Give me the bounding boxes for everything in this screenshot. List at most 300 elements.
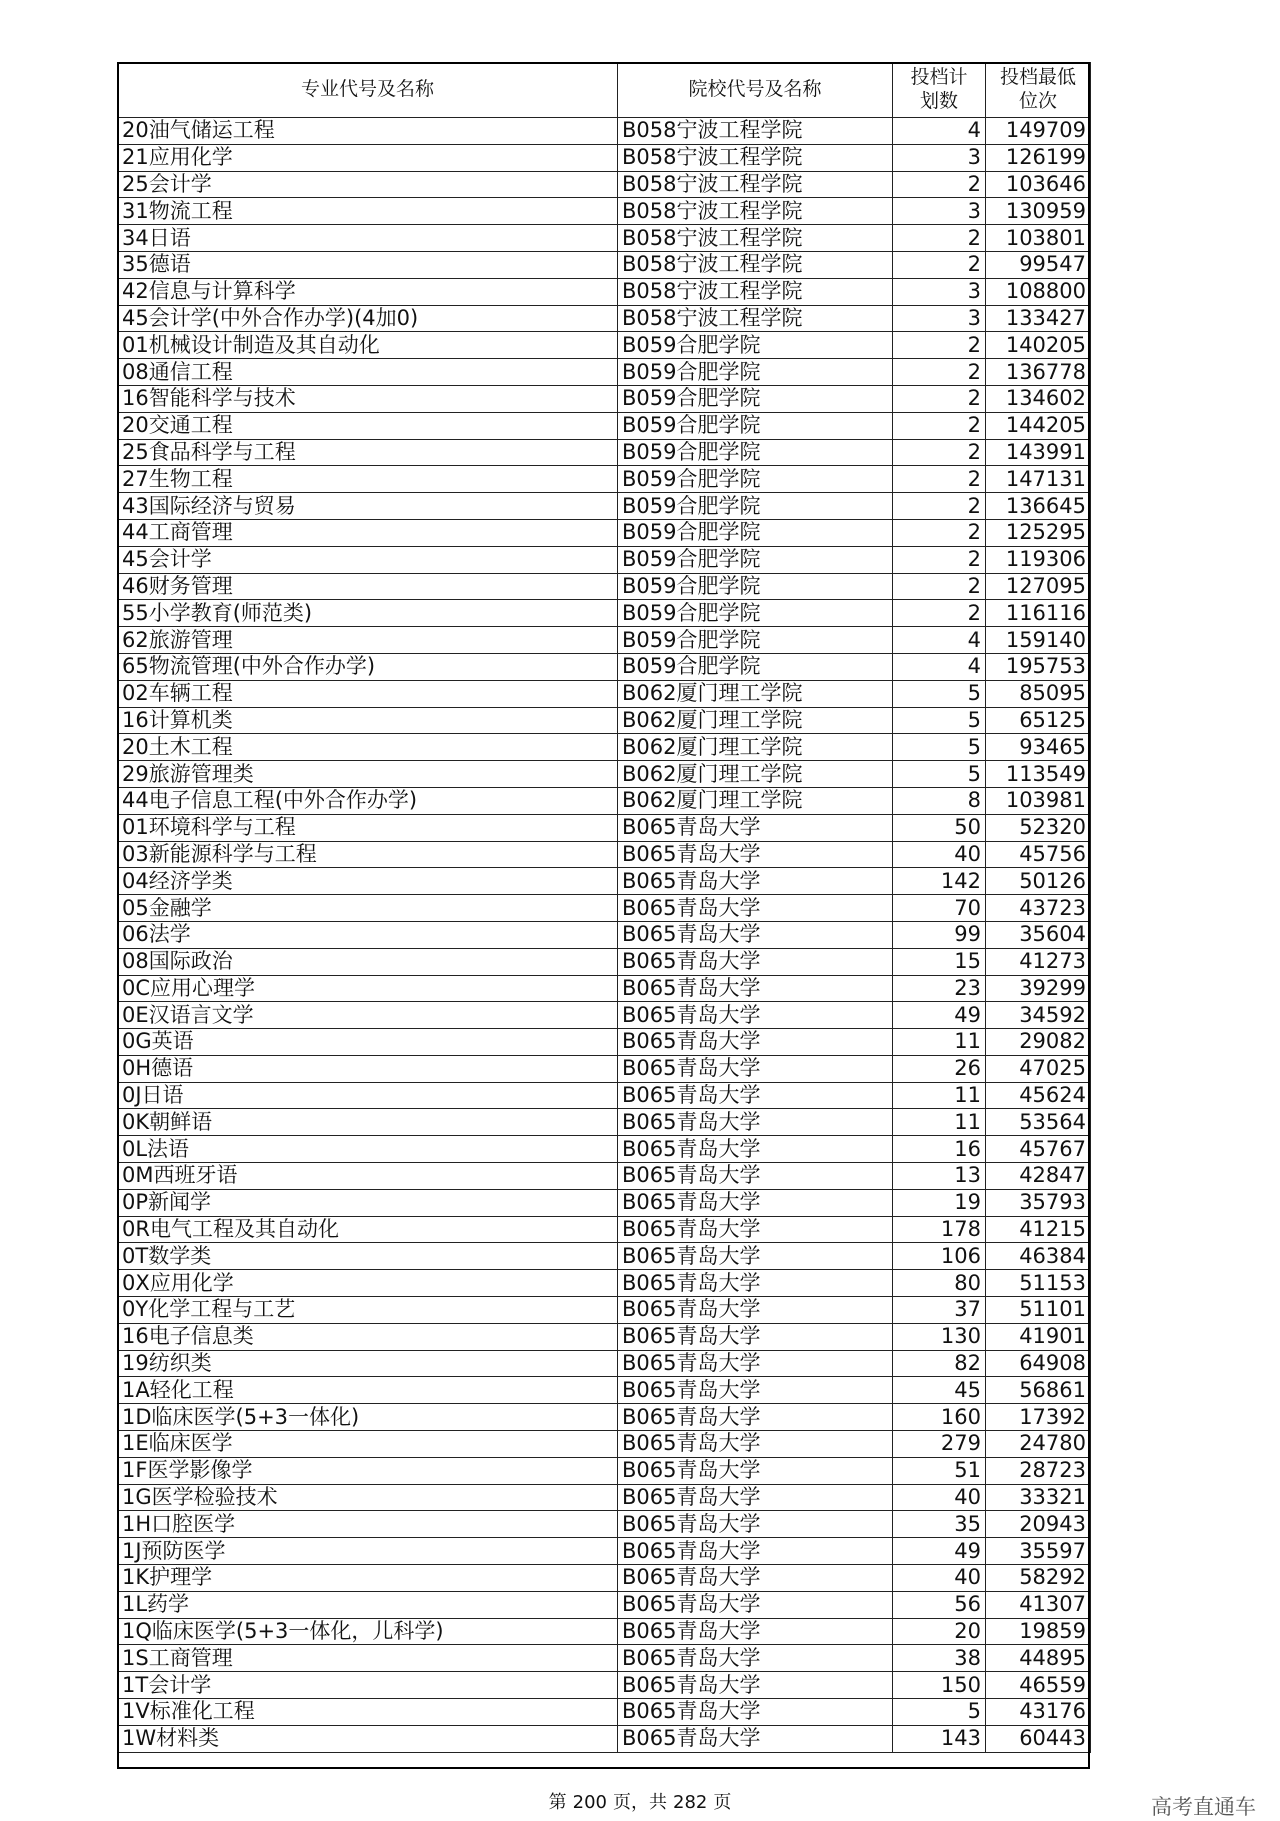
header-row <box>118 63 1091 118</box>
cell-plan-count: 2 <box>893 519 986 546</box>
cell-school: B065青岛大学 <box>618 948 893 975</box>
cell-plan-count: 2 <box>893 466 986 493</box>
cell-plan-count: 2 <box>893 385 986 412</box>
cell-min-rank: 19859 <box>986 1618 1091 1645</box>
cell-plan-count: 80 <box>893 1270 986 1297</box>
table-row <box>118 1591 1091 1618</box>
cell-school: B058宁波工程学院 <box>618 305 893 332</box>
cell-major: 16计算机类 <box>118 707 618 734</box>
cell-school: B065青岛大学 <box>618 1377 893 1404</box>
cell-major: 25会计学 <box>118 171 618 198</box>
cell-major: 1G医学检验技术 <box>118 1484 618 1511</box>
table-row <box>118 1565 1091 1592</box>
cell-major: 29旅游管理类 <box>118 761 618 788</box>
table-row <box>118 546 1091 573</box>
table-row <box>118 895 1091 922</box>
cell-school: B058宁波工程学院 <box>618 198 893 225</box>
cell-school: B059合肥学院 <box>618 493 893 520</box>
cell-plan-count: 82 <box>893 1350 986 1377</box>
table-row <box>118 841 1091 868</box>
cell-major: 42信息与计算科学 <box>118 278 618 305</box>
footer-page-number: 200 <box>572 1792 607 1813</box>
cell-min-rank: 53564 <box>986 1109 1091 1136</box>
admission-table <box>117 62 1091 1753</box>
cell-plan-count: 51 <box>893 1457 986 1484</box>
watermark-text: 高考直通车 <box>1151 1795 1256 1819</box>
table-row <box>118 118 1091 145</box>
cell-school: B059合肥学院 <box>618 385 893 412</box>
cell-min-rank: 147131 <box>986 466 1091 493</box>
cell-min-rank: 113549 <box>986 761 1091 788</box>
cell-min-rank: 50126 <box>986 868 1091 895</box>
cell-min-rank: 64908 <box>986 1350 1091 1377</box>
cell-min-rank: 99547 <box>986 251 1091 278</box>
cell-min-rank: 119306 <box>986 546 1091 573</box>
cell-plan-count: 11 <box>893 1029 986 1056</box>
cell-school: B058宁波工程学院 <box>618 171 893 198</box>
cell-plan-count: 40 <box>893 1565 986 1592</box>
cell-major: 0H德语 <box>118 1055 618 1082</box>
cell-school: B065青岛大学 <box>618 1645 893 1672</box>
cell-min-rank: 116116 <box>986 600 1091 627</box>
table-row <box>118 1350 1091 1377</box>
table-row <box>118 1323 1091 1350</box>
cell-min-rank: 41215 <box>986 1216 1091 1243</box>
table-row <box>118 707 1091 734</box>
table-row <box>118 1029 1091 1056</box>
cell-plan-count: 3 <box>893 278 986 305</box>
table-row <box>118 1082 1091 1109</box>
cell-min-rank: 127095 <box>986 573 1091 600</box>
cell-school: B065青岛大学 <box>618 1699 893 1726</box>
cell-school: B059合肥学院 <box>618 359 893 386</box>
cell-major: 0R电气工程及其自动化 <box>118 1216 618 1243</box>
cell-major: 1F医学影像学 <box>118 1457 618 1484</box>
cell-plan-count: 5 <box>893 761 986 788</box>
table-row <box>118 305 1091 332</box>
cell-school: B065青岛大学 <box>618 1055 893 1082</box>
cell-school: B062厦门理工学院 <box>618 787 893 814</box>
cell-school: B065青岛大学 <box>618 1591 893 1618</box>
table-row <box>118 332 1091 359</box>
cell-major: 04经济学类 <box>118 868 618 895</box>
cell-major: 31物流工程 <box>118 198 618 225</box>
cell-school: B062厦门理工学院 <box>618 707 893 734</box>
cell-major: 1H口腔医学 <box>118 1511 618 1538</box>
cell-min-rank: 58292 <box>986 1565 1091 1592</box>
table-row <box>118 519 1091 546</box>
table-row <box>118 1189 1091 1216</box>
cell-plan-count: 160 <box>893 1404 986 1431</box>
cell-plan-count: 49 <box>893 1538 986 1565</box>
cell-school: B065青岛大学 <box>618 1002 893 1029</box>
cell-plan-count: 2 <box>893 573 986 600</box>
table-row <box>118 975 1091 1002</box>
header-plan-count: 投档计 划数 <box>893 63 986 118</box>
cell-plan-count: 99 <box>893 921 986 948</box>
table-row <box>118 1136 1091 1163</box>
cell-min-rank: 136645 <box>986 493 1091 520</box>
cell-min-rank: 125295 <box>986 519 1091 546</box>
cell-school: B062厦门理工学院 <box>618 680 893 707</box>
cell-major: 0C应用心理学 <box>118 975 618 1002</box>
cell-major: 1E临床医学 <box>118 1431 618 1458</box>
cell-major: 1A轻化工程 <box>118 1377 618 1404</box>
cell-min-rank: 103801 <box>986 225 1091 252</box>
cell-plan-count: 178 <box>893 1216 986 1243</box>
cell-min-rank: 93465 <box>986 734 1091 761</box>
cell-major: 03新能源科学与工程 <box>118 841 618 868</box>
cell-school: B065青岛大学 <box>618 1484 893 1511</box>
cell-min-rank: 28723 <box>986 1457 1091 1484</box>
cell-major: 08通信工程 <box>118 359 618 386</box>
cell-plan-count: 3 <box>893 198 986 225</box>
cell-school: B065青岛大学 <box>618 975 893 1002</box>
cell-min-rank: 47025 <box>986 1055 1091 1082</box>
cell-plan-count: 2 <box>893 251 986 278</box>
header-major: 专业代号及名称 <box>118 63 618 118</box>
cell-plan-count: 2 <box>893 332 986 359</box>
table-row <box>118 814 1091 841</box>
cell-plan-count: 2 <box>893 225 986 252</box>
table-row <box>118 1270 1091 1297</box>
table-row <box>118 1431 1091 1458</box>
cell-school: B065青岛大学 <box>618 1350 893 1377</box>
cell-plan-count: 5 <box>893 707 986 734</box>
cell-school: B059合肥学院 <box>618 600 893 627</box>
cell-major: 01机械设计制造及其自动化 <box>118 332 618 359</box>
cell-major: 34日语 <box>118 225 618 252</box>
table-row <box>118 573 1091 600</box>
table-row <box>118 1538 1091 1565</box>
cell-min-rank: 56861 <box>986 1377 1091 1404</box>
footer-total-pages: 282 <box>673 1792 708 1813</box>
table-row <box>118 921 1091 948</box>
cell-school: B065青岛大学 <box>618 1163 893 1190</box>
table-row <box>118 171 1091 198</box>
table-row <box>118 680 1091 707</box>
cell-plan-count: 40 <box>893 1484 986 1511</box>
cell-plan-count: 45 <box>893 1377 986 1404</box>
cell-school: B065青岛大学 <box>618 1136 893 1163</box>
cell-school: B058宁波工程学院 <box>618 225 893 252</box>
cell-school: B065青岛大学 <box>618 1618 893 1645</box>
cell-major: 20交通工程 <box>118 412 618 439</box>
cell-school: B065青岛大学 <box>618 1323 893 1350</box>
cell-major: 02车辆工程 <box>118 680 618 707</box>
cell-major: 62旅游管理 <box>118 627 618 654</box>
cell-min-rank: 41307 <box>986 1591 1091 1618</box>
cell-major: 20油气储运工程 <box>118 118 618 145</box>
table-row <box>118 359 1091 386</box>
table-row <box>118 1457 1091 1484</box>
table-row <box>118 1511 1091 1538</box>
table-row <box>118 1618 1091 1645</box>
cell-min-rank: 143991 <box>986 439 1091 466</box>
cell-plan-count: 142 <box>893 868 986 895</box>
table-row <box>118 439 1091 466</box>
table-row <box>118 466 1091 493</box>
cell-major: 1S工商管理 <box>118 1645 618 1672</box>
cell-school: B058宁波工程学院 <box>618 144 893 171</box>
table-row <box>118 144 1091 171</box>
cell-min-rank: 140205 <box>986 332 1091 359</box>
cell-plan-count: 50 <box>893 814 986 841</box>
cell-school: B065青岛大学 <box>618 841 893 868</box>
cell-school: B065青岛大学 <box>618 1216 893 1243</box>
cell-major: 01环境科学与工程 <box>118 814 618 841</box>
cell-school: B059合肥学院 <box>618 653 893 680</box>
cell-major: 0M西班牙语 <box>118 1163 618 1190</box>
cell-min-rank: 35793 <box>986 1189 1091 1216</box>
cell-major: 35德语 <box>118 251 618 278</box>
cell-min-rank: 133427 <box>986 305 1091 332</box>
cell-plan-count: 5 <box>893 680 986 707</box>
cell-school: B065青岛大学 <box>618 1565 893 1592</box>
cell-plan-count: 70 <box>893 895 986 922</box>
cell-major: 44工商管理 <box>118 519 618 546</box>
cell-major: 0T数学类 <box>118 1243 618 1270</box>
table-row <box>118 1404 1091 1431</box>
cell-school: B065青岛大学 <box>618 1297 893 1324</box>
cell-min-rank: 44895 <box>986 1645 1091 1672</box>
table-header <box>118 63 1091 118</box>
cell-plan-count: 2 <box>893 439 986 466</box>
cell-min-rank: 144205 <box>986 412 1091 439</box>
cell-plan-count: 13 <box>893 1163 986 1190</box>
cell-major: 1L药学 <box>118 1591 618 1618</box>
cell-min-rank: 108800 <box>986 278 1091 305</box>
cell-school: B065青岛大学 <box>618 1404 893 1431</box>
cell-school: B065青岛大学 <box>618 1511 893 1538</box>
cell-major: 0L法语 <box>118 1136 618 1163</box>
cell-school: B059合肥学院 <box>618 573 893 600</box>
cell-plan-count: 15 <box>893 948 986 975</box>
cell-major: 43国际经济与贸易 <box>118 493 618 520</box>
cell-min-rank: 149709 <box>986 118 1091 145</box>
cell-major: 25食品科学与工程 <box>118 439 618 466</box>
cell-major: 45会计学 <box>118 546 618 573</box>
table-row <box>118 1377 1091 1404</box>
cell-plan-count: 279 <box>893 1431 986 1458</box>
table-row <box>118 278 1091 305</box>
header-school: 院校代号及名称 <box>618 63 893 118</box>
cell-min-rank: 45756 <box>986 841 1091 868</box>
cell-major: 0E汉语言文学 <box>118 1002 618 1029</box>
footer-middle: 页，共 <box>613 1792 667 1813</box>
cell-min-rank: 24780 <box>986 1431 1091 1458</box>
cell-major: 55小学教育(师范类) <box>118 600 618 627</box>
cell-school: B059合肥学院 <box>618 439 893 466</box>
cell-min-rank: 35604 <box>986 921 1091 948</box>
cell-min-rank: 33321 <box>986 1484 1091 1511</box>
table-row <box>118 761 1091 788</box>
cell-plan-count: 5 <box>893 1699 986 1726</box>
cell-major: 21应用化学 <box>118 144 618 171</box>
cell-plan-count: 49 <box>893 1002 986 1029</box>
cell-major: 08国际政治 <box>118 948 618 975</box>
cell-school: B065青岛大学 <box>618 895 893 922</box>
cell-school: B065青岛大学 <box>618 1270 893 1297</box>
cell-major: 65物流管理(中外合作办学) <box>118 653 618 680</box>
table-row <box>118 948 1091 975</box>
cell-school: B065青岛大学 <box>618 1189 893 1216</box>
cell-plan-count: 40 <box>893 841 986 868</box>
cell-major: 06法学 <box>118 921 618 948</box>
cell-major: 1W材料类 <box>118 1725 618 1752</box>
table-row <box>118 251 1091 278</box>
cell-major: 1K护理学 <box>118 1565 618 1592</box>
cell-min-rank: 134602 <box>986 385 1091 412</box>
cell-min-rank: 130959 <box>986 198 1091 225</box>
table-row <box>118 1645 1091 1672</box>
cell-major: 1J预防医学 <box>118 1538 618 1565</box>
cell-min-rank: 60443 <box>986 1725 1091 1752</box>
cell-plan-count: 2 <box>893 600 986 627</box>
cell-major: 44电子信息工程(中外合作办学) <box>118 787 618 814</box>
table-row <box>118 627 1091 654</box>
cell-major: 20土木工程 <box>118 734 618 761</box>
table-row <box>118 1002 1091 1029</box>
table-row <box>118 1672 1091 1699</box>
cell-major: 1V标准化工程 <box>118 1699 618 1726</box>
table-row <box>118 198 1091 225</box>
cell-plan-count: 106 <box>893 1243 986 1270</box>
table-row <box>118 1216 1091 1243</box>
footer-prefix: 第 <box>548 1792 567 1813</box>
cell-min-rank: 20943 <box>986 1511 1091 1538</box>
cell-major: 45会计学(中外合作办学)(4加0) <box>118 305 618 332</box>
cell-min-rank: 45767 <box>986 1136 1091 1163</box>
cell-major: 1T会计学 <box>118 1672 618 1699</box>
cell-major: 05金融学 <box>118 895 618 922</box>
cell-major: 16电子信息类 <box>118 1323 618 1350</box>
cell-school: B065青岛大学 <box>618 1538 893 1565</box>
cell-plan-count: 20 <box>893 1618 986 1645</box>
cell-plan-count: 3 <box>893 144 986 171</box>
cell-school: B058宁波工程学院 <box>618 251 893 278</box>
header-min-rank: 投档最低 位次 <box>986 63 1091 118</box>
cell-major: 1Q临床医学(5+3一体化，儿科学) <box>118 1618 618 1645</box>
cell-plan-count: 19 <box>893 1189 986 1216</box>
table-row <box>118 1297 1091 1324</box>
cell-major: 0K朝鲜语 <box>118 1109 618 1136</box>
cell-plan-count: 23 <box>893 975 986 1002</box>
cell-school: B059合肥学院 <box>618 412 893 439</box>
cell-major: 46财务管理 <box>118 573 618 600</box>
cell-major: 0X应用化学 <box>118 1270 618 1297</box>
cell-min-rank: 29082 <box>986 1029 1091 1056</box>
cell-min-rank: 41273 <box>986 948 1091 975</box>
cell-plan-count: 4 <box>893 653 986 680</box>
cell-min-rank: 51101 <box>986 1297 1091 1324</box>
table-row <box>118 868 1091 895</box>
table-row <box>118 1055 1091 1082</box>
cell-school: B059合肥学院 <box>618 546 893 573</box>
table-row <box>118 734 1091 761</box>
cell-major: 1D临床医学(5+3一体化) <box>118 1404 618 1431</box>
cell-plan-count: 4 <box>893 627 986 654</box>
cell-plan-count: 3 <box>893 305 986 332</box>
cell-min-rank: 34592 <box>986 1002 1091 1029</box>
cell-plan-count: 143 <box>893 1725 986 1752</box>
cell-school: B065青岛大学 <box>618 1431 893 1458</box>
cell-major: 0J日语 <box>118 1082 618 1109</box>
cell-school: B065青岛大学 <box>618 1457 893 1484</box>
cell-plan-count: 2 <box>893 171 986 198</box>
table-row <box>118 600 1091 627</box>
cell-school: B062厦门理工学院 <box>618 761 893 788</box>
cell-min-rank: 103981 <box>986 787 1091 814</box>
cell-plan-count: 8 <box>893 787 986 814</box>
cell-school: B062厦门理工学院 <box>618 734 893 761</box>
table-row <box>118 1725 1091 1752</box>
cell-plan-count: 11 <box>893 1082 986 1109</box>
table-row <box>118 1109 1091 1136</box>
cell-min-rank: 65125 <box>986 707 1091 734</box>
table-row <box>118 225 1091 252</box>
table-row <box>118 385 1091 412</box>
cell-plan-count: 5 <box>893 734 986 761</box>
cell-plan-count: 38 <box>893 1645 986 1672</box>
cell-min-rank: 45624 <box>986 1082 1091 1109</box>
cell-min-rank: 41901 <box>986 1323 1091 1350</box>
table-row <box>118 1484 1091 1511</box>
table-row <box>118 1243 1091 1270</box>
cell-plan-count: 2 <box>893 359 986 386</box>
cell-school: B065青岛大学 <box>618 1725 893 1752</box>
table-row <box>118 1699 1091 1726</box>
cell-min-rank: 51153 <box>986 1270 1091 1297</box>
cell-plan-count: 130 <box>893 1323 986 1350</box>
cell-plan-count: 4 <box>893 118 986 145</box>
cell-min-rank: 43176 <box>986 1699 1091 1726</box>
cell-plan-count: 2 <box>893 493 986 520</box>
cell-plan-count: 16 <box>893 1136 986 1163</box>
cell-plan-count: 150 <box>893 1672 986 1699</box>
table-row <box>118 787 1091 814</box>
table-row <box>118 1163 1091 1190</box>
cell-min-rank: 103646 <box>986 171 1091 198</box>
cell-school: B059合肥学院 <box>618 332 893 359</box>
footer-suffix: 页 <box>713 1792 732 1813</box>
cell-plan-count: 2 <box>893 412 986 439</box>
cell-major: 0G英语 <box>118 1029 618 1056</box>
table-row <box>118 412 1091 439</box>
cell-major: 0P新闻学 <box>118 1189 618 1216</box>
table-row <box>118 653 1091 680</box>
cell-school: B065青岛大学 <box>618 1029 893 1056</box>
cell-min-rank: 42847 <box>986 1163 1091 1190</box>
cell-min-rank: 43723 <box>986 895 1091 922</box>
cell-min-rank: 46559 <box>986 1672 1091 1699</box>
cell-min-rank: 17392 <box>986 1404 1091 1431</box>
cell-school: B058宁波工程学院 <box>618 118 893 145</box>
cell-min-rank: 35597 <box>986 1538 1091 1565</box>
cell-min-rank: 85095 <box>986 680 1091 707</box>
cell-min-rank: 126199 <box>986 144 1091 171</box>
table-row <box>118 493 1091 520</box>
table-body <box>118 118 1091 1753</box>
cell-major: 27生物工程 <box>118 466 618 493</box>
cell-min-rank: 195753 <box>986 653 1091 680</box>
cell-min-rank: 159140 <box>986 627 1091 654</box>
cell-plan-count: 26 <box>893 1055 986 1082</box>
cell-school: B059合肥学院 <box>618 519 893 546</box>
cell-school: B065青岛大学 <box>618 921 893 948</box>
cell-plan-count: 56 <box>893 1591 986 1618</box>
cell-major: 16智能科学与技术 <box>118 385 618 412</box>
